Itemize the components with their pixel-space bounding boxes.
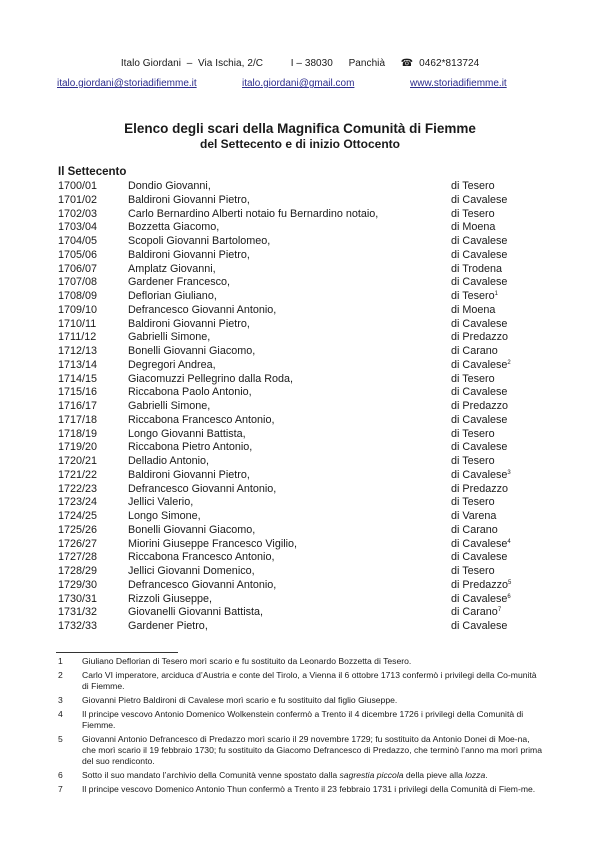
term-years: 1722/23: [58, 482, 98, 495]
footnote-text: Giovanni Antonio Defrancesco di Predazzo morì scario il 29 novembre 1729; fu sostituito da Antonio Donei di Moe-na, che morì scario il 19 febbraio 1730; fu sostituito da Giacomo Defrancesco di Predazzo, che terminò l’anno ma morì prima del suo rendiconto.: [82, 733, 542, 767]
place-text: di Cavalese: [451, 441, 508, 454]
place-text: di Cavalese: [451, 317, 508, 330]
origin-place: [451, 538, 511, 552]
section-heading: Il Settecento: [58, 166, 127, 178]
place-text: di Tesero: [451, 455, 495, 467]
list-row: [0, 579, 600, 593]
place-text: di Tesero: [451, 372, 495, 385]
footnote-text-part: .: [485, 770, 488, 781]
term-years: 1728/29: [58, 565, 98, 577]
term-years: 1713/14: [58, 358, 98, 371]
term-years: 1704/05: [58, 235, 98, 247]
footnote-number: 2: [58, 669, 63, 680]
list-row: [0, 194, 600, 208]
origin-place: [451, 483, 508, 497]
footnote: [0, 695, 600, 706]
list-row: [0, 469, 600, 483]
list-row: [0, 235, 600, 249]
place-text: di Predazzo: [451, 578, 509, 591]
footnote-text: Giovanni Pietro Baldironi di Cavalese morì scario e fu sostituito dal figlio Giuseppe.: [82, 694, 398, 705]
email-link-gmail[interactable]: italo.giordani@gmail.com: [242, 78, 355, 89]
term-years: 1706/07: [58, 262, 98, 275]
place-text: di Cavalese: [451, 413, 508, 426]
place-text: di Carano: [451, 523, 498, 536]
footnote: [0, 734, 600, 768]
scario-name: Degregori Andrea,: [128, 358, 216, 371]
footnote-text: Il principe vescovo Domenico Antonio Thun confermò a Trento il 23 febbraio 1731 i privilegi della Comunità di Fiem-me.: [82, 783, 536, 794]
footnote: [0, 656, 600, 667]
telephone-icon: ☎: [400, 58, 414, 69]
scario-name: Riccabona Paolo Antonio,: [128, 386, 252, 399]
list-row: [0, 331, 600, 345]
term-years: 1710/11: [58, 317, 97, 330]
place-text: di Cavalese: [451, 235, 508, 247]
term-years: 1705/06: [58, 248, 98, 261]
footnote-ref[interactable]: 7: [497, 607, 502, 614]
place-text: di Cavalese: [451, 620, 508, 632]
place-text: di Cavalese: [451, 193, 508, 206]
list-row: [0, 263, 600, 277]
footnote-text: Giuliano Deflorian di Tesero morì scario e fu sostituito da Leonardo Bozzetta di Tesero.: [82, 656, 412, 666]
footnote: [0, 670, 600, 693]
list-row: [0, 180, 600, 194]
origin-place: [451, 373, 495, 387]
footnote-ref[interactable]: 1: [494, 291, 498, 297]
term-years: 1724/25: [58, 510, 98, 522]
origin-place: [451, 249, 507, 263]
origin-place: [451, 194, 507, 208]
footnote: [0, 784, 600, 795]
footnote-number: 6: [58, 770, 63, 781]
footnote-divider: [56, 652, 178, 653]
origin-place: [451, 235, 507, 249]
origin-place: [451, 579, 511, 593]
term-years: 1702/03: [58, 207, 98, 220]
scari-list: [0, 180, 600, 634]
footnote-italic-term: sagrestia piccola: [339, 770, 404, 781]
scario-name: Gabrielli Simone,: [128, 331, 211, 344]
place-text: di Cavalese: [451, 276, 508, 289]
letterhead: [0, 58, 600, 69]
footnote-ref[interactable]: 4: [507, 538, 511, 545]
place-text: di Tesero: [451, 565, 495, 577]
term-years: 1730/31: [58, 592, 98, 605]
term-years: 1711/12: [58, 331, 97, 344]
footnote-text-part: della pieve alla: [403, 770, 466, 781]
scario-name: Giacomuzzi Pellegrino dalla Roda,: [128, 372, 294, 385]
list-row: [0, 620, 600, 634]
place-text: di Moena: [451, 303, 496, 316]
origin-place: [451, 345, 498, 359]
origin-place: [451, 414, 507, 428]
place-text: di Tesero: [451, 180, 495, 192]
term-years: 1715/16: [58, 386, 98, 399]
contact-links: [0, 78, 600, 92]
list-row: [0, 208, 600, 222]
term-years: 1709/10: [58, 303, 98, 316]
term-years: 1729/30: [58, 578, 98, 591]
origin-place: [451, 221, 495, 235]
list-row: [0, 386, 600, 400]
footnote-number: 4: [58, 708, 63, 719]
list-row: [0, 524, 600, 538]
scario-name: Miorini Giuseppe Francesco Vigilio,: [128, 537, 298, 550]
scario-name: Carlo Bernardino Alberti notaio fu Bernardino notaio,: [128, 207, 379, 220]
origin-place: [451, 565, 495, 579]
scario-name: Riccabona Pietro Antonio,: [128, 441, 253, 454]
footnote-number: 1: [58, 656, 63, 666]
scario-name: Bonelli Giovanni Giacomo,: [128, 523, 256, 536]
scario-name: Riccabona Francesco Antonio,: [128, 413, 275, 426]
place-text: di Predazzo: [451, 400, 509, 412]
origin-place: [451, 208, 495, 222]
origin-place: [451, 524, 498, 538]
place-text: di Carano: [451, 606, 498, 619]
scario-name: Baldironi Giovanni Pietro,: [128, 468, 250, 481]
place-text: di Cavalese: [451, 537, 508, 550]
email-link-storiadifiemme[interactable]: italo.giordani@storiadifiemme.it: [57, 78, 197, 89]
list-row: [0, 373, 600, 387]
place-text: di Cavalese: [451, 248, 508, 261]
postal-code: I – 38030: [290, 58, 333, 69]
origin-place: [451, 386, 507, 400]
footnote-text: Il principe vescovo Antonio Domenico Wolkenstein confermò a Trento il 4 dicembre 1726 i privilegi della Comunità di Fiemme.: [82, 708, 524, 730]
place-text: di Tesero: [451, 427, 495, 440]
footnote-number: 3: [58, 694, 63, 705]
list-row: [0, 483, 600, 497]
scario-name: Baldironi Giovanni Pietro,: [128, 248, 250, 261]
town: Panchià: [348, 58, 386, 69]
scario-name: Baldironi Giovanni Pietro,: [128, 317, 250, 330]
footnote-italic-term: lozza: [465, 770, 486, 781]
title-line-1: Elenco degli scari della Magnifica Comunità di Fiemme: [124, 121, 476, 136]
term-years: 1732/33: [58, 620, 98, 632]
footnote: [0, 709, 600, 732]
term-years: 1714/15: [58, 372, 98, 385]
list-row: [0, 441, 600, 455]
scario-name: Delladio Antonio,: [128, 455, 210, 467]
term-years: 1723/24: [58, 496, 98, 509]
scario-name: Rizzoli Giuseppe,: [128, 592, 213, 605]
place-text: di Predazzo: [451, 482, 509, 495]
scario-name: Defrancesco Giovanni Antonio,: [128, 303, 277, 316]
dash-separator: –: [186, 58, 193, 69]
list-row: [0, 304, 600, 318]
origin-place: [451, 263, 502, 277]
term-years: 1720/21: [58, 455, 98, 467]
place-text: di Cavalese: [451, 468, 508, 481]
list-row: [0, 538, 600, 552]
footnote-ref[interactable]: 2: [507, 359, 511, 366]
footnote-ref[interactable]: 5: [508, 579, 512, 586]
list-row: [0, 359, 600, 373]
place-text: di Cavalese: [451, 358, 508, 371]
list-row: [0, 318, 600, 332]
term-years: 1717/18: [58, 413, 98, 426]
document-title: [0, 121, 600, 152]
list-row: [0, 249, 600, 263]
list-row: [0, 551, 600, 565]
origin-place: [451, 510, 496, 524]
scario-name: Giovanelli Giovanni Battista,: [128, 606, 264, 619]
origin-place: [451, 331, 508, 345]
footnote-text: [82, 770, 542, 781]
list-row: [0, 593, 600, 607]
origin-place: [451, 593, 511, 607]
list-row: [0, 510, 600, 524]
origin-place: [451, 455, 495, 469]
origin-place: [451, 304, 495, 318]
term-years: 1727/28: [58, 551, 98, 564]
scario-name: Jellici Giovanni Domenico,: [128, 565, 255, 577]
origin-place: [451, 441, 507, 455]
footnote-number: 5: [58, 733, 63, 744]
title-line-2: del Settecento e di inizio Ottocento: [199, 137, 400, 151]
term-years: 1712/13: [58, 345, 98, 357]
term-years: 1701/02: [58, 193, 98, 206]
place-text: di Tesero: [451, 496, 495, 509]
scario-name: Deflorian Giuliano,: [128, 290, 217, 302]
phone-number: 0462*813724: [419, 58, 480, 69]
footnote-ref[interactable]: 3: [507, 469, 511, 476]
term-years: 1719/20: [58, 441, 98, 454]
place-text: di Tesero: [451, 207, 495, 220]
website-link[interactable]: www.storiadifiemme.it: [410, 78, 507, 89]
scario-name: Scopoli Giovanni Bartolomeo,: [128, 235, 271, 247]
separator: [192, 58, 195, 69]
scario-name: Baldironi Giovanni Pietro,: [128, 193, 250, 206]
scario-name: Defrancesco Giovanni Antonio,: [128, 482, 277, 495]
scario-name: Defrancesco Giovanni Antonio,: [128, 578, 277, 591]
term-years: 1707/08: [58, 276, 98, 289]
list-row: [0, 414, 600, 428]
place-text: di Moena: [451, 221, 496, 234]
place-text: di Cavalese: [451, 551, 508, 564]
footnote-number: 7: [58, 783, 63, 794]
scario-name: Bozzetta Giacomo,: [128, 221, 220, 234]
scario-name: Longo Giovanni Battista,: [128, 427, 246, 440]
origin-place: [451, 400, 508, 414]
place-text: di Cavalese: [451, 386, 508, 399]
footnote: [0, 770, 600, 781]
origin-place: [451, 606, 501, 620]
footnote-text: Carlo VI imperatore, arciduca d’Austria e conte del Tirolo, a Vienna il 6 ottobre 1713 confermò i privilegi della Co-munità di Fiemme.: [82, 669, 537, 692]
scario-name: Gabrielli Simone,: [128, 400, 211, 412]
footnotes: [0, 656, 600, 798]
origin-place: [451, 620, 507, 634]
scario-name: Gardener Pietro,: [128, 620, 208, 632]
origin-place: [451, 469, 511, 483]
origin-place: [451, 496, 495, 510]
scario-name: Amplatz Giovanni,: [128, 262, 216, 275]
list-row: [0, 428, 600, 442]
list-row: [0, 290, 600, 304]
scario-name: Longo Simone,: [128, 510, 201, 522]
origin-place: [451, 359, 511, 373]
origin-place: [451, 180, 495, 194]
origin-place: [451, 290, 498, 304]
scario-name: Gardener Francesco,: [128, 276, 231, 289]
footnote-ref[interactable]: 6: [507, 593, 511, 600]
place-text: di Varena: [451, 510, 497, 522]
origin-place: [451, 551, 507, 565]
scario-name: Dondio Giovanni,: [128, 180, 211, 192]
term-years: 1721/22: [58, 468, 98, 481]
list-row: [0, 565, 600, 579]
list-row: [0, 221, 600, 235]
list-row: [0, 345, 600, 359]
origin-place: [451, 428, 495, 442]
author-name: Italo Giordani: [120, 58, 181, 69]
scario-name: Bonelli Giovanni Giacomo,: [128, 345, 256, 357]
list-row: [0, 400, 600, 414]
term-years: 1725/26: [58, 523, 98, 536]
address: Via Ischia, 2/C: [198, 58, 264, 69]
list-row: [0, 496, 600, 510]
origin-place: [451, 276, 507, 290]
origin-place: [451, 318, 507, 332]
place-text: di Cavalese: [451, 592, 508, 605]
term-years: 1731/32: [58, 606, 98, 619]
place-text: di Tesero: [451, 290, 495, 302]
list-row: [0, 276, 600, 290]
term-years: 1703/04: [58, 221, 98, 234]
list-row: [0, 455, 600, 469]
term-years: 1700/01: [58, 180, 98, 192]
list-row: [0, 606, 600, 620]
term-years: 1726/27: [58, 537, 98, 550]
term-years: 1718/19: [58, 427, 98, 440]
footnote-text-part: Sotto il suo mandato l’archivio della Comunità venne spostato dalla: [82, 770, 340, 781]
term-years: 1716/17: [58, 400, 98, 412]
scario-name: Riccabona Francesco Antonio,: [128, 551, 275, 564]
place-text: di Predazzo: [451, 331, 509, 344]
term-years: 1708/09: [58, 290, 98, 302]
place-text: di Trodena: [451, 262, 503, 275]
scario-name: Jellici Valerio,: [128, 496, 194, 509]
place-text: di Carano: [451, 345, 498, 357]
